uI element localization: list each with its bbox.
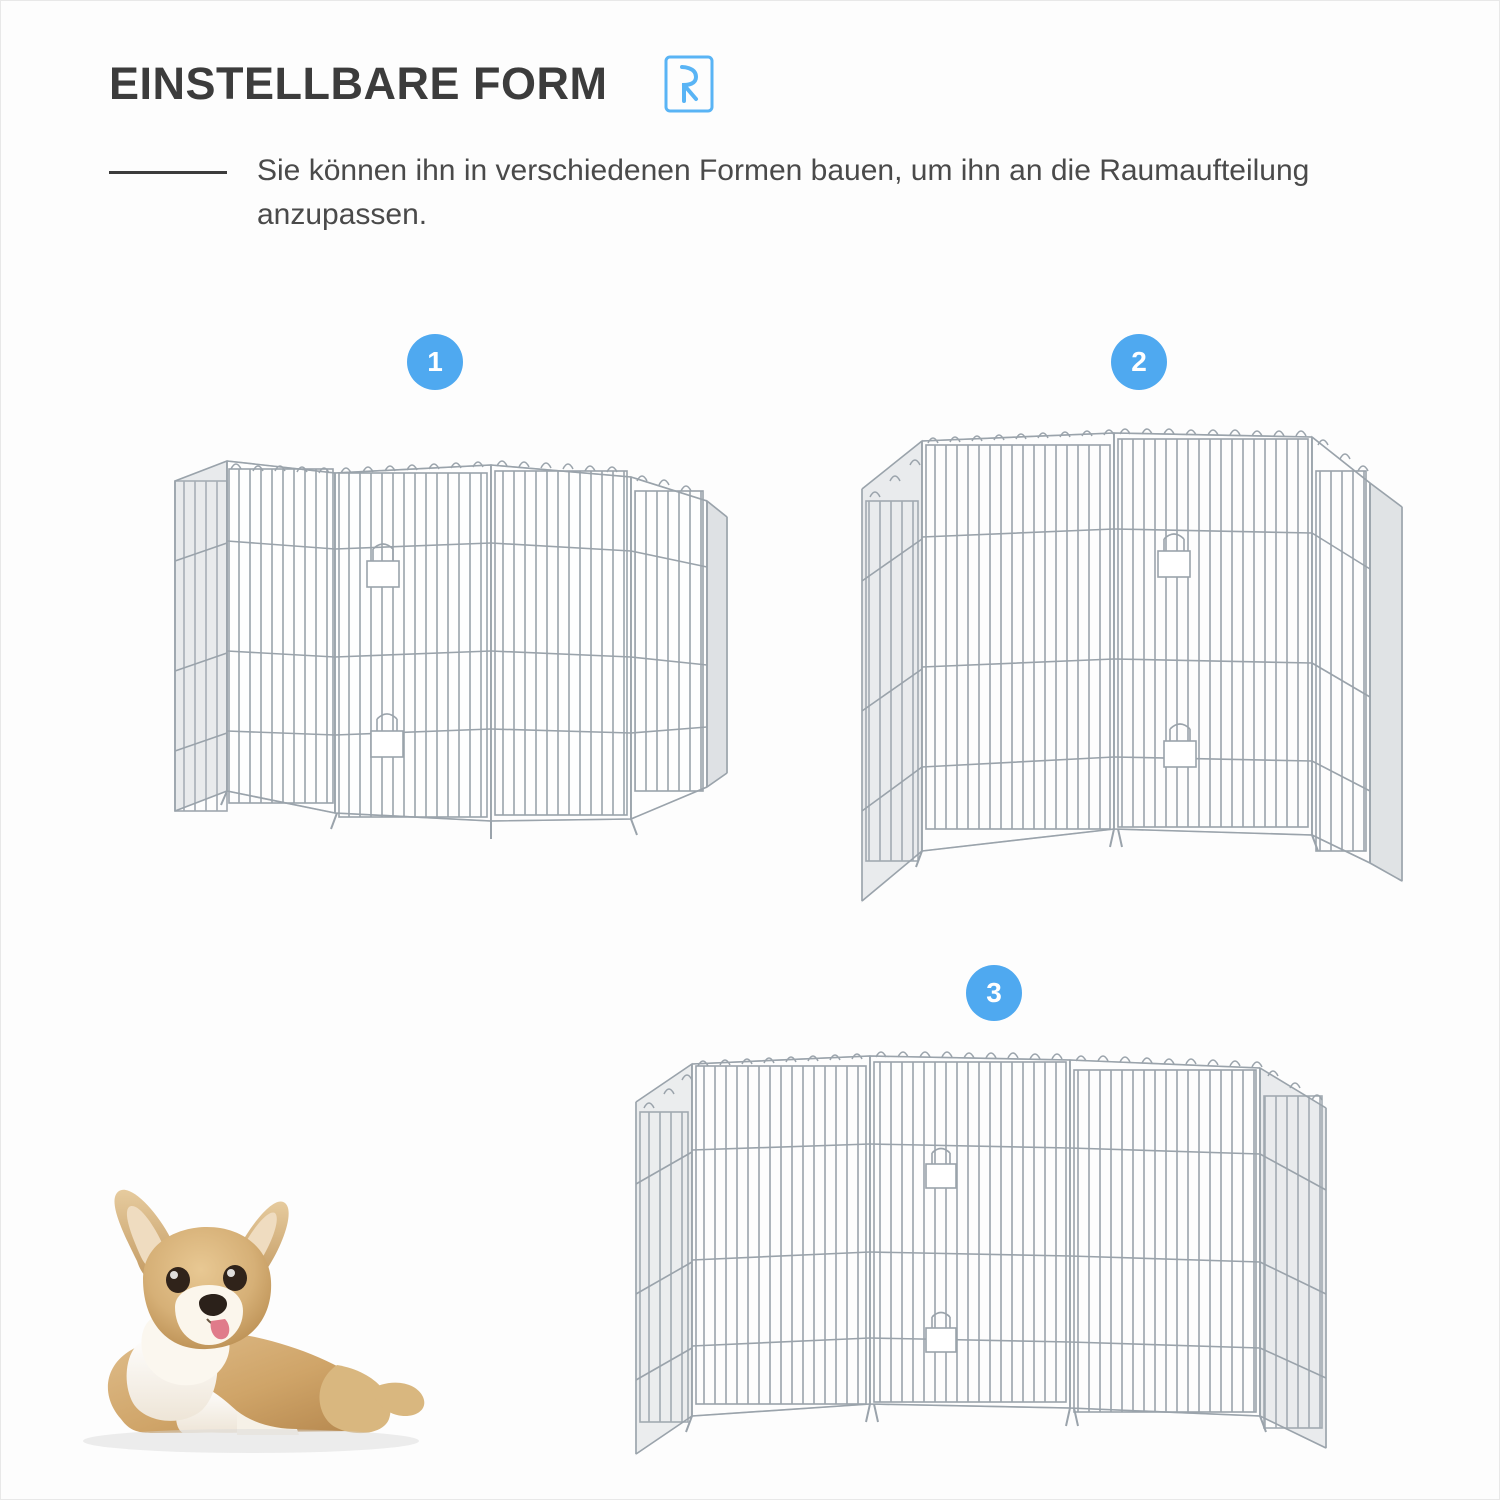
chihuahua-dog-photo <box>41 1169 461 1459</box>
step-badge-2: 2 <box>1111 334 1167 390</box>
step-badge-1: 1 <box>407 334 463 390</box>
page-subtitle: Sie können ihn in verschiedenen Formen bauen, um ihn an die Raumaufteilung anzupassen. <box>257 154 1310 231</box>
playpen-rectangle-shape <box>626 1036 1356 1476</box>
header <box>109 53 1439 236</box>
subtitle-row <box>109 149 1439 236</box>
playpen-square-shape <box>846 411 1426 931</box>
divider-dash <box>109 171 227 174</box>
step-badge-3: 3 <box>966 965 1022 1021</box>
dog-head-logo <box>662 53 716 115</box>
playpen-octagon-shape <box>161 421 741 921</box>
title-row <box>109 53 1439 115</box>
page-title: EINSTELLBARE FORM <box>109 58 608 110</box>
